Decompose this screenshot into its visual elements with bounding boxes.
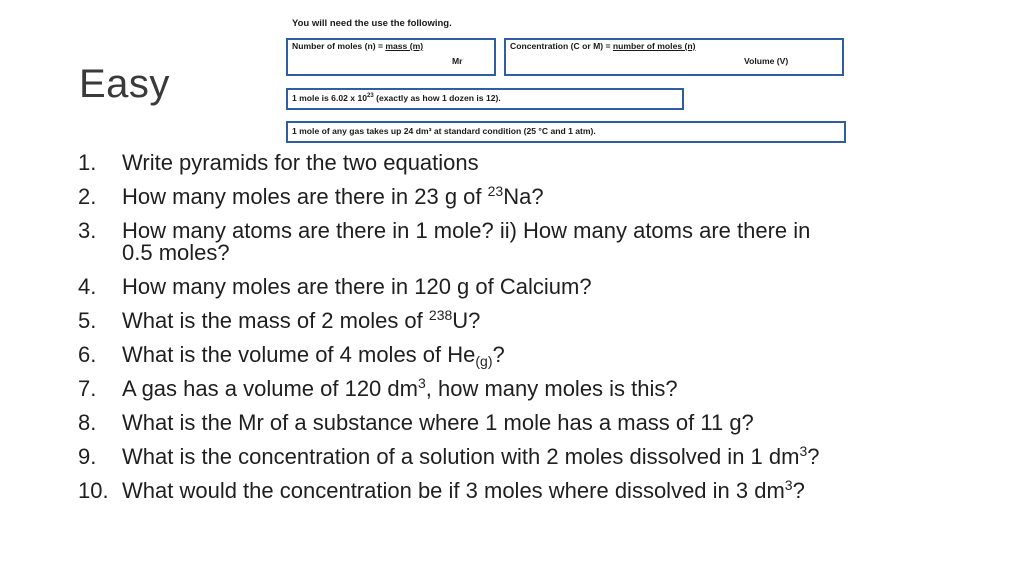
concentration-formula-box bbox=[504, 38, 844, 76]
question-text: How many moles are there in 120 g of Calcium? bbox=[122, 274, 592, 299]
question-text-continued: 0.5 moles? bbox=[122, 240, 230, 265]
question-item bbox=[78, 478, 978, 504]
question-text-end: , how many moles is this? bbox=[425, 376, 678, 401]
question-text: What would the concentration be if 3 moles where dissolved in 3 dm bbox=[122, 478, 785, 503]
moles-formula-box bbox=[286, 38, 496, 76]
question-item bbox=[78, 274, 978, 300]
question-item bbox=[78, 376, 978, 402]
avogadro-box bbox=[286, 88, 684, 110]
question-text: How many atoms are there in 1 mole? ii) How many atoms are there in bbox=[122, 218, 811, 243]
unit-exponent: 3 bbox=[799, 443, 808, 459]
state-symbol: (g) bbox=[475, 353, 493, 369]
concentration-formula-denominator: Volume (V) bbox=[744, 56, 789, 66]
concentration-formula-label: Concentration (C or M) = bbox=[510, 41, 613, 51]
unit-exponent: 3 bbox=[784, 477, 793, 493]
question-number: 3. bbox=[78, 218, 97, 243]
question-number: 8. bbox=[78, 410, 97, 435]
mass-number: 23 bbox=[487, 183, 504, 199]
reference-panel bbox=[286, 18, 851, 148]
question-text: How many moles are there in 23 g of bbox=[122, 184, 488, 209]
question-item bbox=[78, 184, 978, 210]
question-item bbox=[78, 218, 978, 266]
question-item bbox=[78, 444, 978, 470]
question-number: 4. bbox=[78, 274, 97, 299]
question-text-end: ? bbox=[492, 342, 505, 367]
element-symbol: Na? bbox=[503, 184, 544, 209]
question-item bbox=[78, 308, 978, 334]
concentration-formula-numerator: number of moles (n) bbox=[612, 41, 696, 51]
question-number: 10. bbox=[78, 478, 109, 503]
moles-formula-numerator: mass (m) bbox=[385, 41, 424, 51]
question-text-end: ? bbox=[792, 478, 805, 503]
mass-number: 238 bbox=[428, 307, 453, 323]
question-number: 1. bbox=[78, 150, 97, 175]
question-number: 2. bbox=[78, 184, 97, 209]
question-number: 6. bbox=[78, 342, 97, 367]
moles-formula-label: Number of moles (n) = bbox=[292, 41, 386, 51]
question-item bbox=[78, 150, 978, 176]
question-text: What is the Mr of a substance where 1 mole has a mass of 11 g? bbox=[122, 410, 754, 435]
reference-heading: You will need the use the following. bbox=[292, 18, 452, 29]
avogadro-text-b: (exactly as how 1 dozen is 12). bbox=[373, 93, 501, 103]
question-item bbox=[78, 342, 978, 368]
gas-volume-text: 1 mole of any gas takes up 24 dm³ at standard condition (25 °C and 1 atm). bbox=[292, 126, 596, 136]
avogadro-exponent: 23 bbox=[367, 93, 374, 100]
question-text: What is the mass of 2 moles of bbox=[122, 308, 429, 333]
question-text: Write pyramids for the two equations bbox=[122, 150, 479, 175]
question-text: What is the concentration of a solution with 2 moles dissolved in 1 dm bbox=[122, 444, 800, 469]
question-number: 7. bbox=[78, 376, 97, 401]
question-text: A gas has a volume of 120 dm bbox=[122, 376, 418, 401]
question-number: 9. bbox=[78, 444, 97, 469]
slide-title: Easy bbox=[79, 62, 170, 106]
question-item bbox=[78, 410, 978, 436]
moles-formula-denominator: Mr bbox=[452, 56, 463, 66]
question-list bbox=[78, 150, 978, 512]
element-symbol: U? bbox=[452, 308, 481, 333]
avogadro-text-a: 1 mole is 6.02 x 10 bbox=[292, 93, 368, 103]
gas-volume-box bbox=[286, 121, 846, 143]
question-number: 5. bbox=[78, 308, 97, 333]
question-text: What is the volume of 4 moles of He bbox=[122, 342, 476, 367]
unit-exponent: 3 bbox=[417, 375, 426, 391]
question-text-end: ? bbox=[807, 444, 820, 469]
